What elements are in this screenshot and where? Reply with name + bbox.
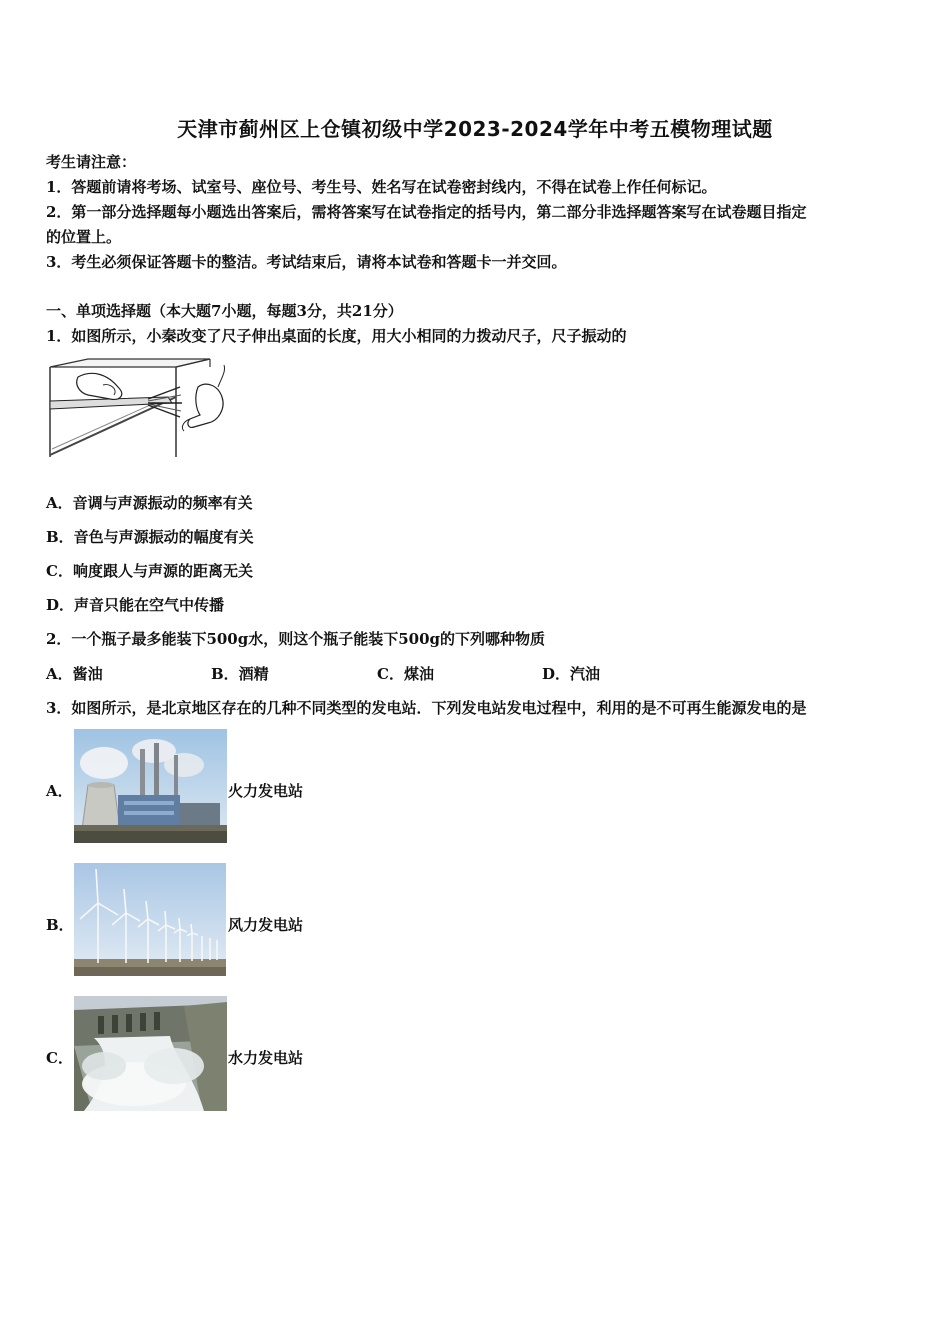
question-1-stem: 1．如图所示，小秦改变了尺子伸出桌面的长度，用大小相同的力拨动尺子，尺子振动的	[46, 327, 627, 345]
hydro-power-station-photo	[74, 996, 227, 1111]
notice-item: 的位置上。	[46, 228, 122, 246]
page-title: 天津市蓟州区上仓镇初级中学2023-2024学年中考五模物理试题	[177, 117, 773, 141]
q3-option-c-letter: C．	[46, 1049, 73, 1067]
notice-item: 3．考生必须保证答题卡的整洁。考试结束后，请将本试卷和答题卡一并交回。	[46, 253, 567, 271]
q2-option-a: A．酱油	[46, 665, 103, 683]
section-heading: 一、单项选择题（本大题7小题，每题3分，共21分）	[46, 302, 403, 320]
notice-heading: 考生请注意：	[46, 153, 137, 171]
q2-option-c: C．煤油	[377, 665, 434, 683]
question-2-stem: 2．一个瓶子最多能装下500g水，则这个瓶子能装下500g的下列哪种物质	[46, 630, 546, 648]
notice-item: 1．答题前请将考场、试室号、座位号、考生号、姓名写在试卷密封线内，不得在试卷上作任何标记。	[46, 178, 717, 196]
q3-option-c-label: 水力发电站	[228, 1049, 304, 1067]
wind-power-station-photo	[74, 863, 226, 976]
q2-option-b: B．酒精	[211, 665, 269, 683]
q3-option-b-letter: B．	[46, 916, 74, 934]
thermal-power-station-photo	[74, 729, 227, 843]
q1-option-c: C．响度跟人与声源的距离无关	[46, 562, 253, 580]
q3-option-a-label: 火力发电站	[228, 782, 304, 800]
notice-item: 2．第一部分选择题每小题选出答案后，需将答案写在试卷指定的括号内，第二部分非选择题答案写在试卷题目指定	[46, 203, 807, 221]
question-3-stem: 3．如图所示，是北京地区存在的几种不同类型的发电站．下列发电站发电过程中，利用的是不可再生能源发电的是	[46, 699, 807, 717]
q1-option-b: B．音色与声源振动的幅度有关	[46, 528, 254, 546]
q1-option-d: D．声音只能在空气中传播	[46, 596, 225, 614]
q2-option-d: D．汽油	[542, 665, 601, 683]
ruler-desk-figure	[48, 357, 228, 460]
q3-option-a-letter: A．	[46, 782, 73, 800]
q1-option-a: A．音调与声源振动的频率有关	[46, 494, 253, 512]
q3-option-b-label: 风力发电站	[228, 916, 304, 934]
